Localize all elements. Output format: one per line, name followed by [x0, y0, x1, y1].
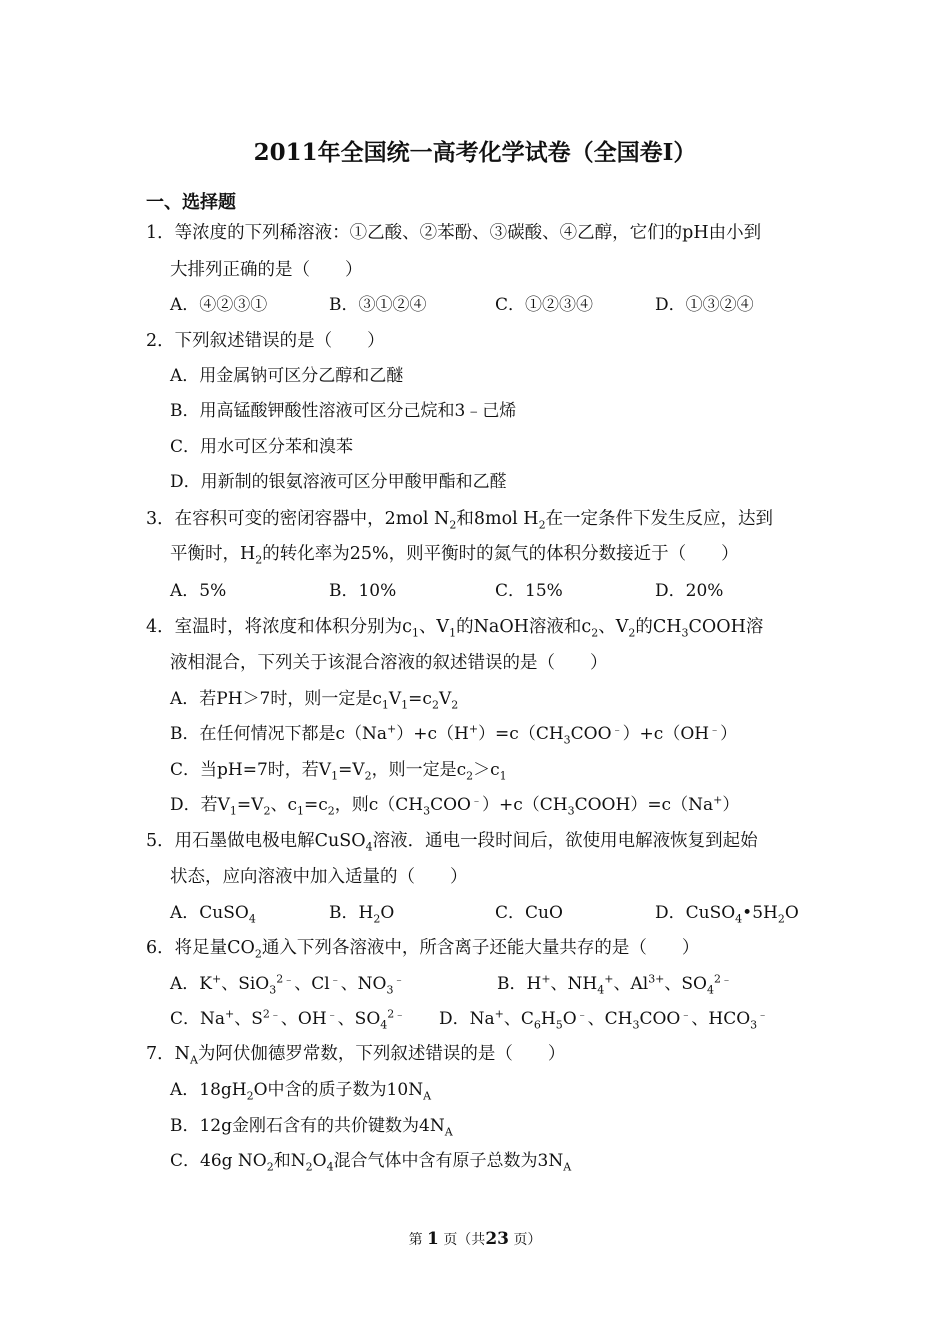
question-4-stem-cont: 液相混合，下列关于该混合溶液的叙述错误的是（ ）: [170, 653, 608, 673]
question-1-option-b: B．③①②④: [329, 295, 427, 315]
question-7-option-c: C．46g $NO_2$和$N_2O_4$混合气体中含有原子总数为$3N_A$: [170, 1151, 572, 1174]
question-4-option-a: A．若PH＞7时，则一定是$c_1V_1=c_2V_2$: [170, 689, 459, 712]
question-7-stem: 7．$N_A$为阿伏伽德罗常数，下列叙述错误的是（ ）: [146, 1044, 566, 1067]
question-1-option-c: C．①②③④: [495, 295, 594, 315]
question-4-option-b: B．在任何情况下都是$c(Na^+)+c(H^+)=c(CH_3COO^﹣)+c(OH^﹣)$: [170, 722, 738, 747]
question-2-option-b: B．用高锰酸钾酸性溶液可区分己烷和3﹣己烯: [170, 401, 517, 421]
question-6-option-a: A．K+、SiO$_3^{2﹣}$、Cl﹣、$NO_3^﹣$: [170, 972, 405, 997]
page-footer: 第 1 页（共23 页）: [408, 1229, 542, 1249]
question-1-option-a: A．④②③①: [170, 295, 268, 315]
question-4-stem: 4．室温时，将浓度和体积分别为$c_1$、$V_1$的NaOH溶液和$c_2$、$V_2$的$CH_3COOH$溶: [146, 617, 764, 640]
question-3-option-c: C．15%: [495, 581, 563, 601]
question-1-option-d: D．①③②④: [655, 295, 754, 315]
current-page-number: 1: [427, 1229, 439, 1249]
question-3-option-d: D．20%: [655, 581, 724, 601]
question-5-stem-cont: 状态，应向溶液中加入适量的（ ）: [170, 867, 468, 887]
question-4-option-c: C．当pH=7时，若$V_1=V_2$，则一定是$c_2>c_1$: [170, 760, 507, 783]
question-6-option-b: B．H+、$NH_4^+$、$Al^{3+}$、$SO_4^{2﹣}$: [497, 972, 732, 997]
question-5-option-d: D．$CuSO_4•5H_2O$: [655, 903, 799, 926]
question-1-stem-cont: 大排列正确的是（ ）: [170, 260, 363, 280]
question-2-option-d: D．用新制的银氨溶液可区分甲酸甲酯和乙醛: [170, 472, 507, 492]
question-5-option-b: B．$H_2O$: [329, 903, 395, 926]
question-5-option-a: A．CuSO$_4$: [170, 903, 256, 926]
total-page-count: 23: [485, 1229, 509, 1249]
question-6-option-c: C．Na+、$S^{2﹣}$、OH﹣、$SO_4^{2﹣}$: [170, 1007, 406, 1032]
question-3-option-a: A．5%: [170, 581, 227, 601]
question-4-option-d: D．若$V_1=V_2$、$c_1=c_2$，则$c(CH_3COO^﹣)+c(CH_3COOH)=c(Na^+)$: [170, 793, 740, 818]
question-3-option-b: B．10%: [329, 581, 397, 601]
question-7-option-b: B．12g金刚石含有的共价键数为$4N_A$: [170, 1116, 453, 1139]
question-3-stem: 3．在容积可变的密闭容器中，2mol $N_2$和8mol $H_2$在一定条件下发生反应，达到: [146, 509, 774, 532]
question-6-stem: 6．将足量$CO_2$通入下列各溶液中，所含离子还能大量共存的是（ ）: [146, 938, 700, 961]
question-3-stem-cont: 平衡时，$H_2$的转化率为25%，则平衡时的氮气的体积分数接近于（ ）: [170, 544, 739, 567]
question-5-option-c: C．CuO: [495, 903, 563, 923]
question-6-option-d: D．Na+、$C_6H_5O^﹣$、$CH_3COO^﹣$、$HCO_3^﹣$: [439, 1007, 769, 1032]
question-1-stem: 1．等浓度的下列稀溶液：①乙酸、②苯酚、③碳酸、④乙醇，它们的pH由小到: [146, 223, 762, 243]
question-5-stem: 5．用石墨做电极电解CuSO$_4$溶液．通电一段时间后，欲使用电解液恢复到起始: [146, 831, 758, 854]
question-2-stem: 2．下列叙述错误的是（ ）: [146, 331, 385, 351]
section-heading: 一、选择题: [146, 192, 236, 213]
question-2-option-c: C．用水可区分苯和溴苯: [170, 437, 354, 457]
page-title: 2011年全国统一高考化学试卷（全国卷Ⅰ）: [253, 139, 697, 166]
question-2-option-a: A．用金属钠可区分乙醇和乙醚: [170, 366, 404, 386]
question-7-option-a: A．$18gH_2O$中含的质子数为$10N_A$: [170, 1080, 432, 1103]
